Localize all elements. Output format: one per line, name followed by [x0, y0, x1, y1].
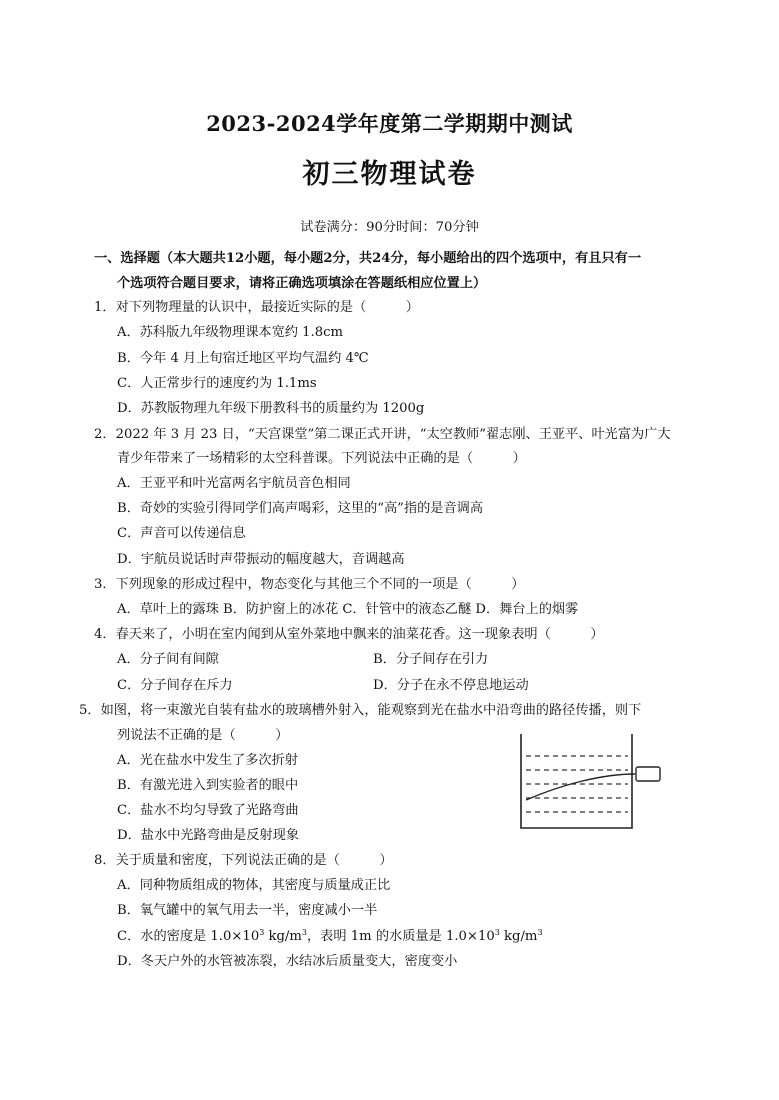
glass-tank-outline: [521, 734, 632, 828]
question-8-option-d: D．冬天户外的水管被冻裂，水结冰后质量变大，密度变小: [117, 954, 458, 969]
question-2-option-c: C．声音可以传递信息: [117, 526, 246, 541]
question-2-stem-cont: 青少年带来了一场精彩的太空科普课。下列说法中正确的是（ ）: [117, 451, 526, 466]
question-2-option-d: D．宇航员说话时声带振动的幅度越大，音调越高: [117, 552, 405, 567]
question-5-option-c: C．盐水不均匀导致了光路弯曲: [117, 803, 299, 818]
laser-pointer: [636, 767, 660, 781]
question-1-option-b: B．今年 4 月上旬宿迁地区平均气温约 4℃: [117, 351, 369, 366]
question-8-option-b: B．氧气罐中的氧气用去一半，密度减小一半: [117, 903, 378, 918]
question-5-stem: 5．如图，将一束激光自装有盐水的玻璃槽外射入，能观察到光在盐水中沿弯曲的路径传播，则下: [79, 703, 642, 718]
question-4-stem: 4．春天来了，小明在室内闻到从室外菜地中飘来的油菜花香。这一现象表明（ ）: [94, 627, 604, 642]
question-1-option-c: C．人正常步行的速度约为 1.1ms: [117, 376, 317, 391]
curved-light-path: [526, 774, 635, 800]
question-3-options: A．草叶上的露珠 B．防护窗上的冰花 C．针管中的液态乙醚 D．舞台上的烟雾: [117, 602, 579, 617]
question-1-stem: 1．对下列物理量的认识中，最接近实际的是（ ）: [94, 300, 419, 315]
question-5-option-d: D．盐水中光路弯曲是反射现象: [117, 828, 300, 843]
question-2-stem: 2．2022 年 3 月 23 日，“天宫课堂”第二课正式开讲，“太空教师”翟志刚、王亚平、叶光富为广大: [94, 427, 671, 442]
question-5-figure: [518, 732, 668, 832]
question-5-stem-cont: 列说法不正确的是（ ）: [117, 728, 289, 743]
question-8-option-c: C．水的密度是 $1.0\times 10^3$ $kg/m^3$，表明 1m 的水质量是 $1.0\times 10^3$ $kg/m^3$: [117, 928, 543, 944]
question-5-option-b: B．有激光进入到实验者的眼中: [117, 778, 299, 793]
question-8-stem: 8．关于质量和密度，下列说法正确的是（ ）: [94, 853, 393, 868]
question-1-option-a: A．苏科版九年级物理课本宽约 1.8cm: [117, 325, 344, 340]
question-5-option-a: A．光在盐水中发生了多次折射: [117, 753, 298, 768]
question-4-option-b: B．分子间存在引力: [373, 652, 489, 667]
question-4-option-d: D．分子在永不停息地运动: [373, 678, 529, 693]
question-4-option-c: C．分子间存在斥力: [117, 678, 233, 693]
question-4-option-a: A．分子间有间隙: [117, 652, 219, 667]
question-2-option-a: A．王亚平和叶光富两名宇航员音色相同: [117, 476, 351, 491]
question-8-option-a: A．同种物质组成的物体，其密度与质量成正比: [117, 878, 391, 893]
section-heading: 一、选择题（本大题共12小题，每小题2分，共24分，每小题给出的四个选项中，有且只有一: [94, 251, 642, 266]
question-3-stem: 3．下列现象的形成过程中，物态变化与其他三个不同的一项是（ ）: [94, 577, 525, 592]
question-1-option-d: D．苏教版物理九年级下册教科书的质量约为 1200g: [117, 401, 425, 416]
section-heading-cont: 个选项符合题目要求，请将正确选项填涂在答题纸相应位置上）: [117, 276, 487, 291]
question-2-option-b: B．奇妙的实验引得同学们高声喝彩，这里的“高”指的是音调高: [117, 501, 484, 516]
salt-water-layers: [526, 756, 628, 812]
exam-subtitle: 初三物理试卷: [302, 159, 477, 190]
exam-title: 2023-2024学年度第二学期期中测试: [206, 111, 573, 136]
exam-info: 试卷满分：90分时间：70分钟: [300, 220, 479, 235]
